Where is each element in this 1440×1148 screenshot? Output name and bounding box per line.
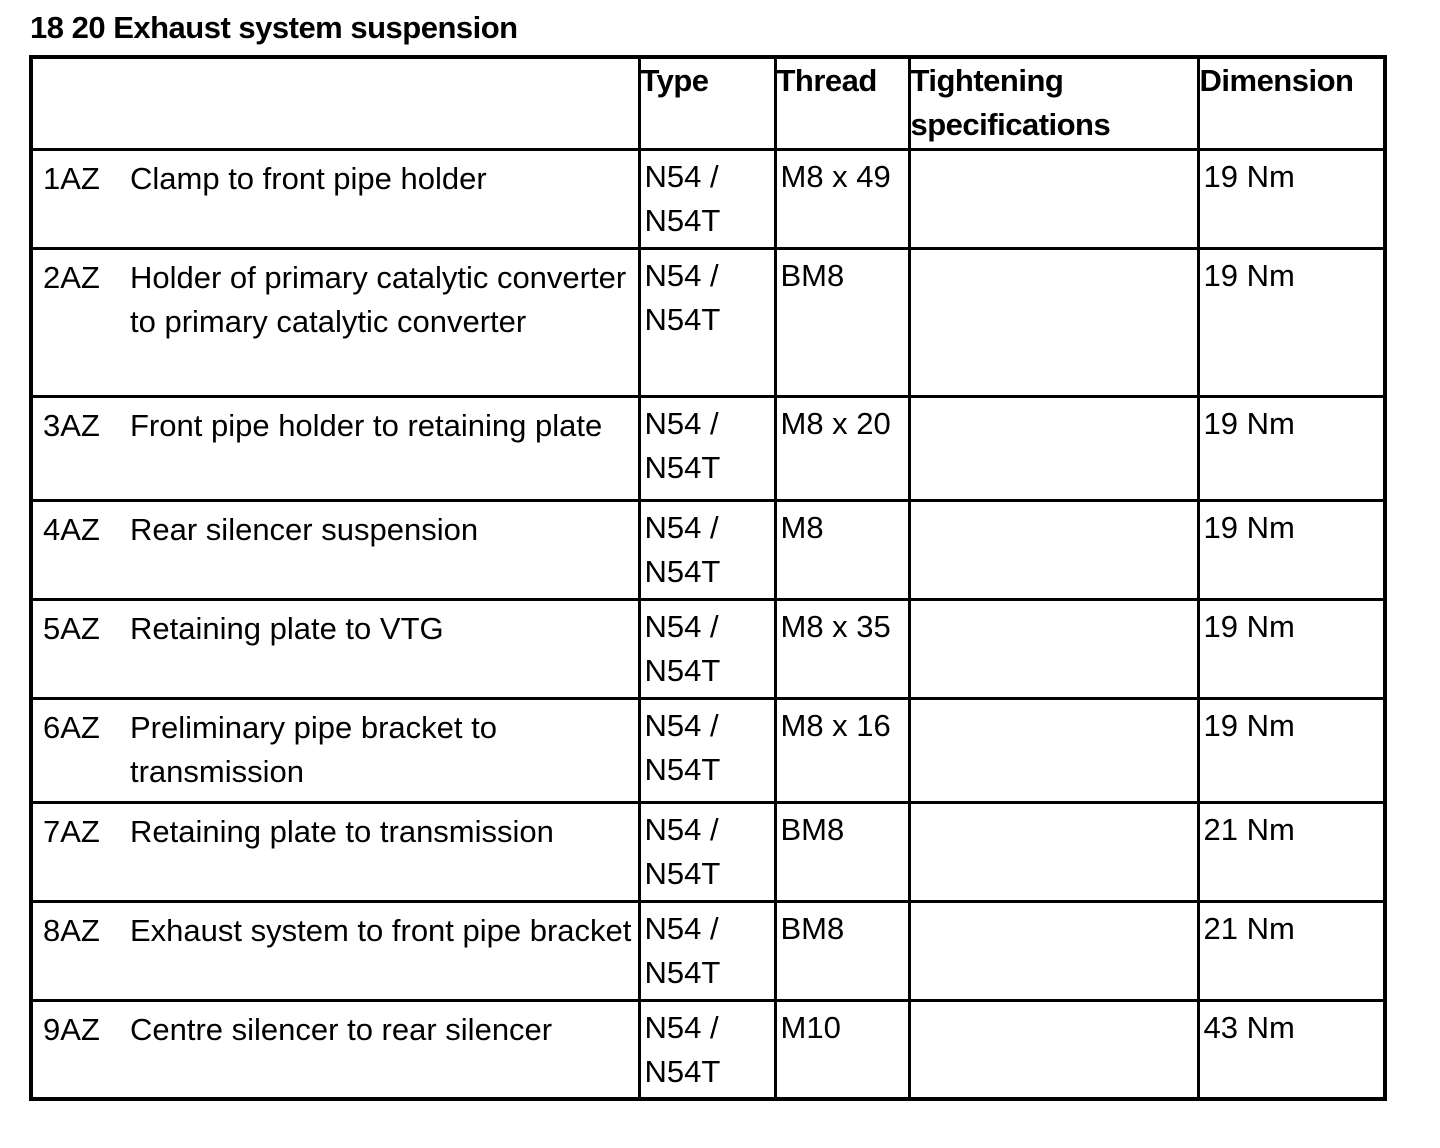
- header-dimension: Dimension: [1198, 57, 1385, 149]
- row-description: Rear silencer suspension: [130, 511, 479, 547]
- row-type: N54 / N54T: [639, 599, 775, 698]
- table-row: [31, 698, 1385, 802]
- row-tightening: [909, 599, 1198, 698]
- row-description: Preliminary pipe bracket to transmission: [130, 709, 497, 789]
- row-description: Centre silencer to rear silencer: [130, 1011, 553, 1047]
- row-code: 5AZ: [43, 610, 100, 646]
- row-dimension: 19 Nm: [1198, 248, 1385, 396]
- table-row: [31, 396, 1385, 500]
- row-thread: M8 x 16: [775, 698, 909, 802]
- row-tightening: [909, 500, 1198, 599]
- row-dimension: 19 Nm: [1198, 396, 1385, 500]
- row-thread: M8 x 49: [775, 149, 909, 248]
- row-description: Front pipe holder to retaining plate: [130, 407, 603, 443]
- table-row: [31, 149, 1385, 248]
- header-description: [31, 57, 639, 149]
- row-type: N54 / N54T: [639, 698, 775, 802]
- header-tightening-specifications: Tightening specifications: [909, 57, 1198, 149]
- row-tightening: [909, 149, 1198, 248]
- row-dimension: 19 Nm: [1198, 698, 1385, 802]
- header-thread: Thread: [775, 57, 909, 149]
- table-row: [31, 500, 1385, 599]
- row-type: N54 / N54T: [639, 500, 775, 599]
- row-dimension: 19 Nm: [1198, 149, 1385, 248]
- row-type: N54 / N54T: [639, 149, 775, 248]
- row-tightening: [909, 396, 1198, 500]
- tightening-torque-table: [29, 55, 1387, 1101]
- table-row: [31, 1000, 1385, 1099]
- row-thread: M8 x 35: [775, 599, 909, 698]
- row-dimension: 19 Nm: [1198, 599, 1385, 698]
- row-type: N54 / N54T: [639, 1000, 775, 1099]
- row-thread: BM8: [775, 248, 909, 396]
- row-type: N54 / N54T: [639, 396, 775, 500]
- row-thread: BM8: [775, 901, 909, 1000]
- page-title: 18 20 Exhaust system suspension: [30, 10, 518, 45]
- row-description: Clamp to front pipe holder: [130, 160, 487, 196]
- row-code: 7AZ: [43, 813, 100, 849]
- row-code: 9AZ: [43, 1011, 100, 1047]
- table-row: [31, 599, 1385, 698]
- row-thread: M10: [775, 1000, 909, 1099]
- row-dimension: 43 Nm: [1198, 1000, 1385, 1099]
- row-tightening: [909, 1000, 1198, 1099]
- row-type: N54 / N54T: [639, 901, 775, 1000]
- row-type: N54 / N54T: [639, 802, 775, 901]
- row-dimension: 19 Nm: [1198, 500, 1385, 599]
- row-tightening: [909, 802, 1198, 901]
- row-dimension: 21 Nm: [1198, 802, 1385, 901]
- row-tightening: [909, 901, 1198, 1000]
- row-description: Exhaust system to front pipe bracket: [130, 912, 632, 948]
- header-type: Type: [639, 57, 775, 149]
- row-tightening: [909, 698, 1198, 802]
- table-row: [31, 901, 1385, 1000]
- row-code: 1AZ: [43, 160, 100, 196]
- row-dimension: 21 Nm: [1198, 901, 1385, 1000]
- row-description: Retaining plate to VTG: [130, 610, 444, 646]
- row-thread: M8 x 20: [775, 396, 909, 500]
- row-thread: M8: [775, 500, 909, 599]
- row-type: N54 / N54T: [639, 248, 775, 396]
- row-code: 8AZ: [43, 912, 100, 948]
- row-description: Holder of primary catalytic converter to primary catalytic converter: [130, 259, 627, 339]
- row-tightening: [909, 248, 1198, 396]
- row-code: 4AZ: [43, 511, 100, 547]
- table-row: [31, 802, 1385, 901]
- row-thread: BM8: [775, 802, 909, 901]
- table-header-row: [31, 57, 1385, 149]
- row-description: Retaining plate to transmission: [130, 813, 554, 849]
- table-row: [31, 248, 1385, 396]
- row-code: 2AZ: [43, 259, 100, 295]
- row-code: 6AZ: [43, 709, 100, 745]
- row-code: 3AZ: [43, 407, 100, 443]
